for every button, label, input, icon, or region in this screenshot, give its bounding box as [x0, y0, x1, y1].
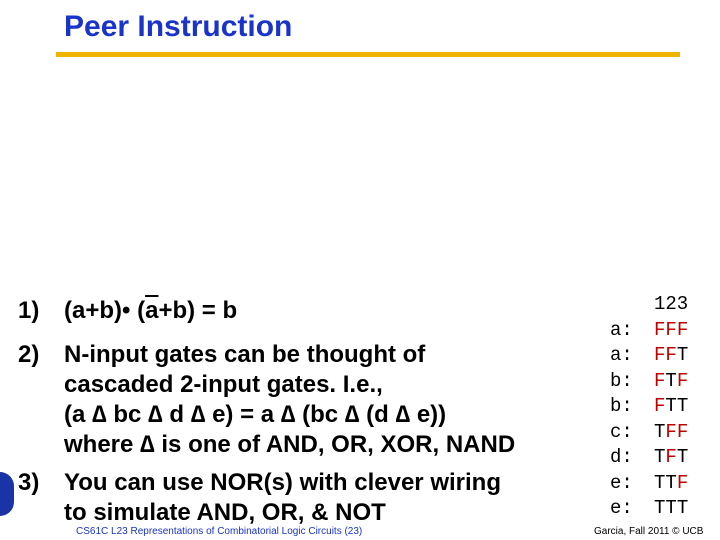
footer-slide-number: (23): [341, 526, 363, 537]
question-line: cascaded 2-input gates. I.e.,: [64, 371, 383, 398]
answer-option-value: TTF: [654, 471, 689, 494]
answer-header-label: 123: [654, 293, 689, 315]
answer-choices: [586, 292, 706, 522]
question-text-part: +b) = b: [158, 297, 238, 324]
question-line: N-input gates can be thought of: [64, 341, 426, 368]
answer-option-value: FFF: [654, 318, 689, 341]
answer-option: [586, 343, 706, 369]
slide-title: Peer Instruction: [64, 10, 293, 43]
footer-lecture-title: Representations of Combinatorial Logic Circuits: [130, 526, 342, 537]
answer-option-label: c:: [610, 420, 633, 443]
answer-option-label: b:: [610, 369, 633, 392]
answer-option: [586, 318, 706, 344]
negated-variable: $\overline{a}$: [145, 297, 159, 324]
answer-rows: [586, 318, 706, 522]
answer-option: [586, 445, 706, 471]
footer-course: [76, 526, 362, 537]
title-underline: [56, 52, 680, 57]
answer-option-label: e:: [610, 497, 633, 519]
footer-course-code: CS61C L23: [76, 526, 131, 537]
logo-icon: [0, 472, 14, 516]
question-number: 3): [18, 469, 40, 496]
question-number: 1): [18, 297, 40, 324]
answer-option-label: d:: [610, 446, 633, 468]
answer-option: [586, 394, 706, 420]
question-text-part: (a+b)• (: [64, 297, 146, 324]
answer-option-value: FTF: [654, 369, 689, 392]
answer-option-label: a:: [610, 344, 633, 366]
question-line: where ∆ is one of AND, OR, XOR, NAND: [64, 431, 516, 458]
question-text: [64, 468, 501, 528]
footer-copyright: Garcia, Fall 2011 © UCB: [594, 526, 704, 537]
question-line: to simulate AND, OR, & NOT: [64, 499, 386, 526]
answer-option-label: e:: [610, 471, 633, 494]
answer-option-label: a:: [610, 318, 633, 341]
answer-option: [586, 369, 706, 395]
answer-option-value: FTT: [654, 395, 689, 417]
answer-option-value: TTT: [654, 497, 689, 519]
answer-option-value: TFT: [654, 446, 689, 468]
question-text: [64, 340, 515, 460]
answer-option: [586, 471, 706, 497]
question-line: You can use NOR(s) with clever wiring: [64, 469, 501, 496]
answer-option-label: b:: [610, 395, 633, 417]
question-line: (a ∆ bc ∆ d ∆ e) = a ∆ (bc ∆ (d ∆ e)): [64, 401, 447, 428]
question-text: [64, 296, 237, 326]
answer-option: [586, 496, 706, 522]
answer-option-value: FFT: [654, 344, 689, 366]
answer-header: [586, 292, 706, 318]
question-number: 2): [18, 341, 40, 368]
answer-option: [586, 420, 706, 446]
answer-option-value: TFF: [654, 420, 689, 443]
